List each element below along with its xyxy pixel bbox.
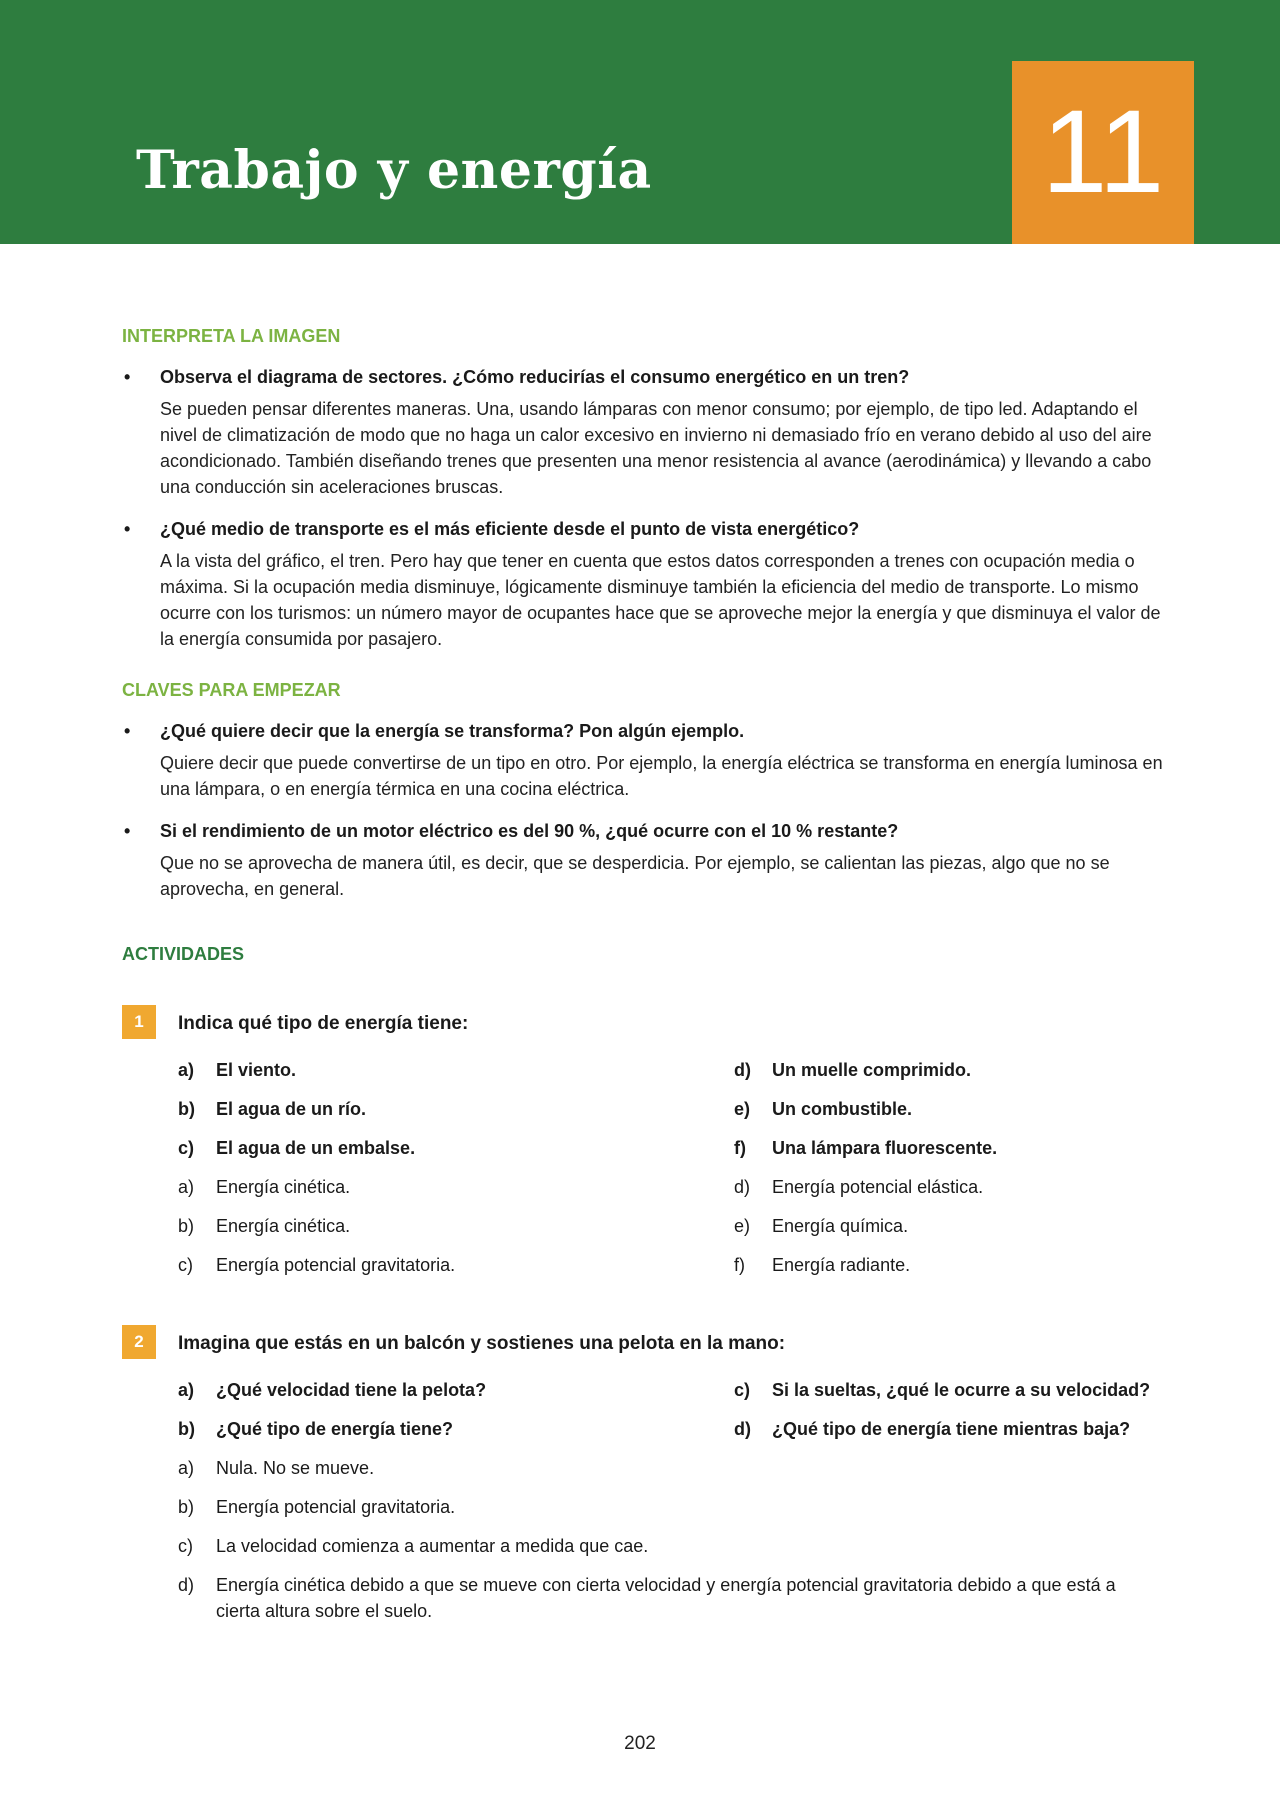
question-text: • Observa el diagrama de sectores. ¿Cómo reducirías el consumo energético en un tren? xyxy=(122,364,1172,390)
bullet-icon: • xyxy=(124,821,131,841)
bullet-icon: • xyxy=(124,721,131,741)
activity-number-badge: 1 xyxy=(122,1005,156,1039)
answer-text: A la vista del gráfico, el tren. Pero hay que tener en cuenta que estos datos corresponden a trenes con ocupación media o máxima. Si la ocupación media disminuye, lógicamente disminuye también la eficiencia del medio de transporte. Lo mismo ocurre con los turismos: un número mayor de ocupantes hace que se aproveche mejor la energía y que disminuya el valor de la energía consumida por pasajero. xyxy=(160,551,1161,649)
answer-text: Que no se aprovecha de manera útil, es decir, que se desperdicia. Por ejemplo, se calientan las piezas, algo que no se aprovecha, en general. xyxy=(160,853,1110,899)
section-heading-claves: CLAVES PARA EMPEZAR xyxy=(122,680,341,700)
list-item xyxy=(122,364,1172,500)
activity-2: 2 Imagina que estás en un balcón y sostienes una pelota en la mano: a) ¿Qué velocidad tiene la pelota? b) ¿Qué tipo de energía tiene? c) Si la sueltas, ¿qué le ocurre a su velocidad? d) ¿Qué tipo de energía tiene mientras baja? a) Nula. No se mueve. b) Energía potencial gravitatoria. c) La velocidad comienza a aumentar a medida que cae. d) Energía cinética debido a que se mueve con cierta velocidad y energía potencial gravitatoria debido a que está a cierta altura sobre el suelo. xyxy=(122,1325,1172,1625)
chapter-header xyxy=(0,0,1280,244)
bullet-icon: • xyxy=(124,367,131,387)
section-heading-actividades: ACTIVIDADES xyxy=(122,944,245,964)
activity-question: Indica qué tipo de energía tiene: xyxy=(178,1013,469,1034)
question-text: • Si el rendimiento de un motor eléctrico es del 90 %, ¿qué ocurre con el 10 % restante? xyxy=(122,818,1172,844)
bullet-icon: • xyxy=(124,519,131,539)
activity-1: 1 Indica qué tipo de energía tiene: a) El viento. b) El agua de un río. c) El agua de un embalse. d) Un muelle comprimido. e) Un combustible. f) Una lámpara fluorescente. a) Energía cinética. b) Energía cinética. c) Energía potencial gravitatoria. d) Energía potencial elástica. e) Energía química. f) Energía radiante. xyxy=(122,1005,1172,1285)
activity-number-badge: 2 xyxy=(122,1325,156,1359)
question-text: • ¿Qué medio de transporte es el más eficiente desde el punto de vista energético? xyxy=(122,516,1172,542)
question-text: • ¿Qué quiere decir que la energía se transforma? Pon algún ejemplo. xyxy=(122,718,1172,744)
chapter-number: 11 xyxy=(1041,86,1165,218)
list-item xyxy=(122,818,1172,902)
activity-question: Imagina que estás en un balcón y sostienes una pelota en la mano: xyxy=(178,1333,786,1354)
chapter-title: Trabajo y energía xyxy=(136,140,652,201)
answer-text: Quiere decir que puede convertirse de un tipo en otro. Por ejemplo, la energía eléctrica se transforma en energía luminosa en una lámpara, o en energía térmica en una cocina eléctrica. xyxy=(160,753,1163,799)
page-number: 202 xyxy=(624,1733,656,1754)
list-item xyxy=(122,718,1172,802)
section-heading-interpreta: INTERPRETA LA IMAGEN xyxy=(122,326,341,346)
list-item xyxy=(122,516,1172,652)
chapter-number-box xyxy=(1012,61,1194,244)
answer-text: Se pueden pensar diferentes maneras. Una, usando lámparas con menor consumo; por ejemplo, de tipo led. Adaptando el nivel de climatización de modo que no haga un calor excesivo en invierno ni demasiado frío en verano debido al uso del aire acondicionado. También diseñando trenes que presenten una menor resistencia al avance (aerodinámica) y llevando a cabo una conducción sin aceleraciones bruscas. xyxy=(160,399,1152,497)
